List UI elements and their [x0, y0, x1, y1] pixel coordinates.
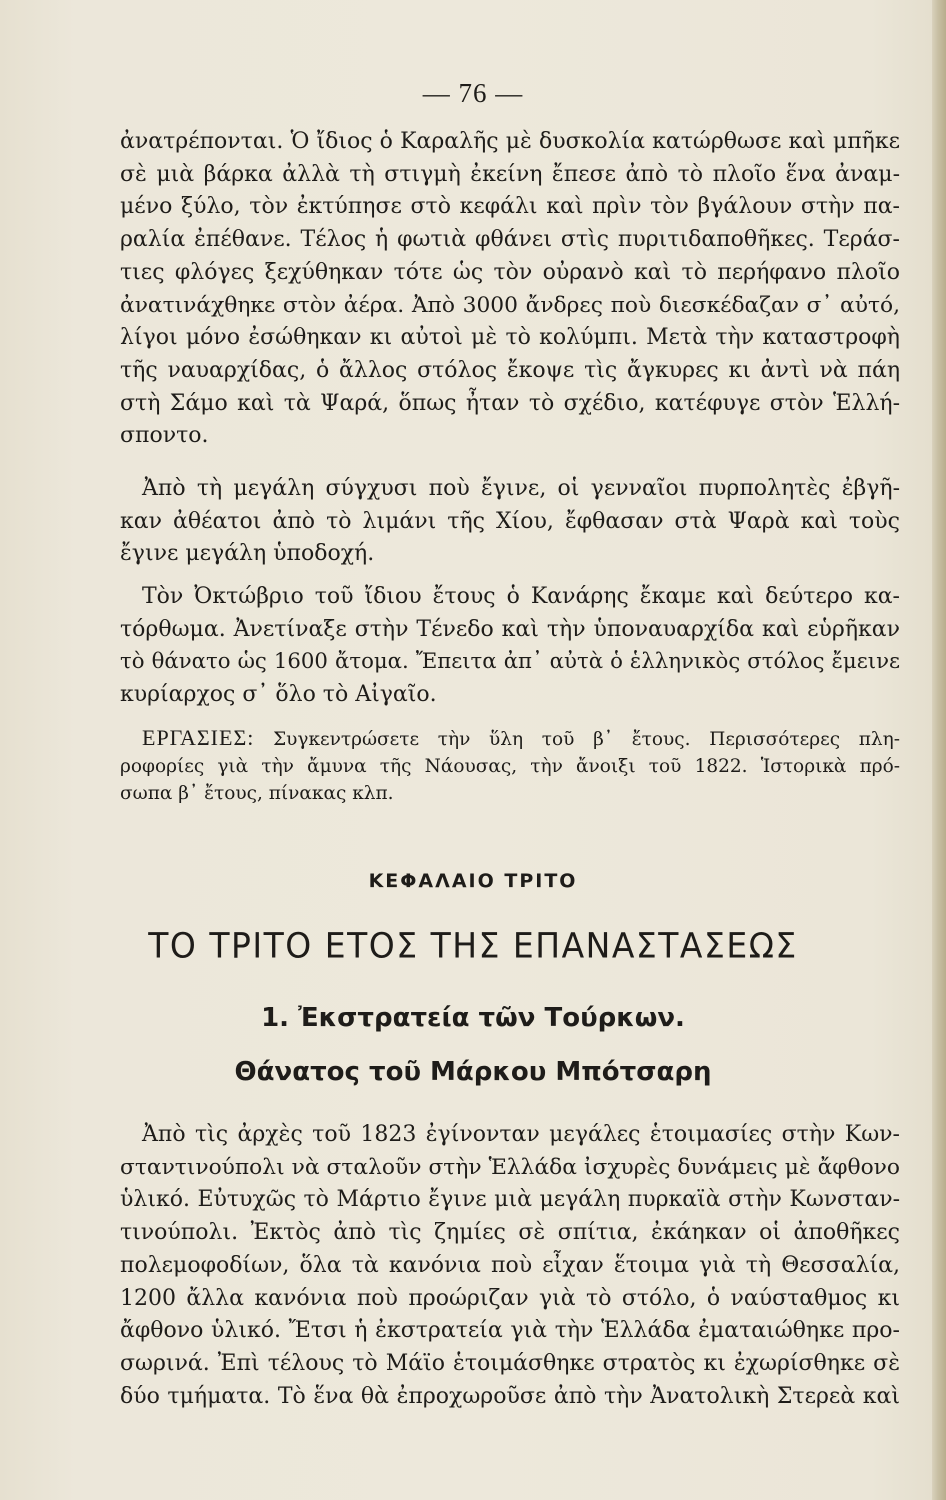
page-edge [932, 0, 946, 1500]
paragraph-1 [120, 126, 900, 453]
text-line: Τὸν Ὀκτώβριο τοῦ ἴδιου ἔτους ὁ Κανάρης ἔκαμε καὶ δεύτερο κα- [142, 584, 900, 609]
text-line: στὴ Σάμο καὶ τὰ Ψαρά, ὅπως ἦταν τὸ σχέδιο, κατέφυγε στὸν Ἑλλή- [120, 390, 900, 416]
exercises-label: ΕΡΓΑΣΙΕΣ: [142, 725, 255, 750]
text-line: τῆς ναυαρχίδας, ὁ ἄλλος στόλος ἔκοψε τὶς ἄγκυρες κι ἀντὶ νὰ πάη [120, 357, 900, 383]
text-line: λίγοι μόνο ἐσώθηκαν κι αὐτοὶ μὲ τὸ κολύμπι. Μετὰ τὴν καταστροφὴ [120, 325, 900, 351]
text-line: τὸ θάνατο ὡς 1600 ἄτομα. Ἔπειτα ἀπ᾽ αὐτὰ ὁ ἑλληνικὸς στόλος ἔμεινε [120, 649, 900, 675]
text-line: Συγκεντρώσετε τὴν ὕλη τοῦ β᾽ ἔτους. Περισσότερες πλη- [273, 729, 900, 750]
chapter-title: ΤΟ ΤΡΙΤΟ ΕΤΟΣ ΤΗΣ ΕΠΑΝΑΣΤΑΣΕΩΣ [148, 925, 798, 966]
paragraph-2 [120, 473, 900, 571]
text-line: ἄφθονο ὑλικό. Ἔτσι ἡ ἐκστρατεία γιὰ τὴν Ἑλλάδα ἐματαιώθηκε προ- [120, 1318, 900, 1344]
text-line: σταντινούπολι νὰ σταλοῦν στὴν Ἑλλάδα ἰσχυρὲς δυνάμεις μὲ ἄφθονο [120, 1154, 900, 1180]
text-line: πολεμοφοδίων, ὅλα τὰ κανόνια ποὺ εἶχαν ἕτοιμα γιὰ τὴ Θεσσαλία, [120, 1252, 900, 1278]
text-line: 1200 ἄλλα κανόνια ποὺ προώριζαν γιὰ τὸ στόλο, ὁ ναύσταθμος κι [120, 1285, 900, 1311]
text-line: ραλία ἐπέθανε. Τέλος ἡ φωτιὰ φθάνει στὶς πυριτιδαποθῆκες. Τεράσ- [120, 227, 900, 253]
exercises-note [120, 724, 900, 807]
text-line: τιες φλόγες ξεχύθηκαν τότε ὡς τὸν οὐρανὸ καὶ τὸ περήφανο πλοῖο [120, 259, 900, 285]
text-line: Ἀπὸ τὶς ἀρχὲς τοῦ 1823 ἐγίνονταν μεγάλες ἑτοιμασίες στὴν Κων- [142, 1122, 900, 1147]
text-line: ἔγινε μεγάλη ὑποδοχή. [120, 541, 375, 567]
section-subtitle: Θάνατος τοῦ Μάρκου Μπότσαρη [234, 1057, 712, 1087]
text-line: σποντο. [120, 423, 209, 449]
section-title: 1. Ἐκστρατεία τῶν Τούρκων. [261, 1003, 685, 1033]
text-line: δύο τμήματα. Τὸ ἕνα θὰ ἐπροχωροῦσε ἀπὸ τὴν Ἀνατολικὴ Στερεὰ καὶ [120, 1383, 900, 1409]
text-line: σωρινά. Ἐπὶ τέλους τὸ Μάϊο ἑτοιμάσθηκε στρατὸς κι ἐχωρίσθηκε σὲ [120, 1350, 900, 1376]
text-line: τινούπολι. Ἐκτὸς ἀπὸ τὶς ζημίες σὲ σπίτια, ἐκάηκαν οἱ ἀποθῆκες [120, 1220, 900, 1246]
text-line: καν ἀθέατοι ἀπὸ τὸ λιμάνι τῆς Χίου, ἔφθασαν στὰ Ψαρὰ καὶ τοὺς [120, 508, 900, 534]
paragraph-4 [120, 1119, 900, 1413]
text-line: Ἀπὸ τὴ μεγάλη σύγχυσι ποὺ ἔγινε, οἱ γενναῖοι πυρπολητὲς ἐβγῆ- [142, 476, 900, 501]
page-number: — 76 — [422, 78, 524, 108]
text-line: ἀνατρέπονται. Ὁ ἴδιος ὁ Καραλῆς μὲ δυσκολία κατώρθωσε καὶ μπῆκε [120, 129, 900, 154]
text-line: σὲ μιὰ βάρκα ἀλλὰ τὴ στιγμὴ ἐκείνη ἔπεσε ἀπὸ τὸ πλοῖο ἕνα ἀναμ- [120, 161, 900, 187]
text-line: ἀνατινάχθηκε στὸν ἀέρα. Ἀπὸ 3000 ἄνδρες ποὺ διεσκέδαζαν σ᾽ αὐτό, [120, 292, 900, 318]
text-line: ροφορίες γιὰ τὴν ἄμυνα τῆς Νάουσας, τὴν ἄνοιξι τοῦ 1822. Ἱστορικὰ πρό- [120, 756, 900, 777]
paragraph-3 [120, 581, 900, 712]
exercises-first-line [120, 724, 900, 753]
text-line: τόρθωμα. Ἀνετίναξε στὴν Τένεδο καὶ τὴν ὑποναυαρχίδα καὶ εὑρῆκαν [120, 616, 900, 642]
text-line: κυρίαρχος σ᾽ ὅλο τὸ Αἰγαῖο. [120, 682, 437, 708]
text-line: σωπα β᾽ ἔτους, πίνακας κλπ. [120, 783, 394, 804]
text-line: μένο ξύλο, τὸν ἐκτύπησε στὸ κεφάλι καὶ πρὶν τὸν βγάλουν στὴν πα- [120, 194, 900, 220]
text-line: ὑλικό. Εὐτυχῶς τὸ Μάρτιο ἔγινε μιὰ μεγάλη πυρκαϊὰ στὴν Κωνσταν- [120, 1187, 900, 1213]
chapter-label: ΚΕΦΑΛΑΙΟ ΤΡΙΤΟ [368, 870, 578, 892]
